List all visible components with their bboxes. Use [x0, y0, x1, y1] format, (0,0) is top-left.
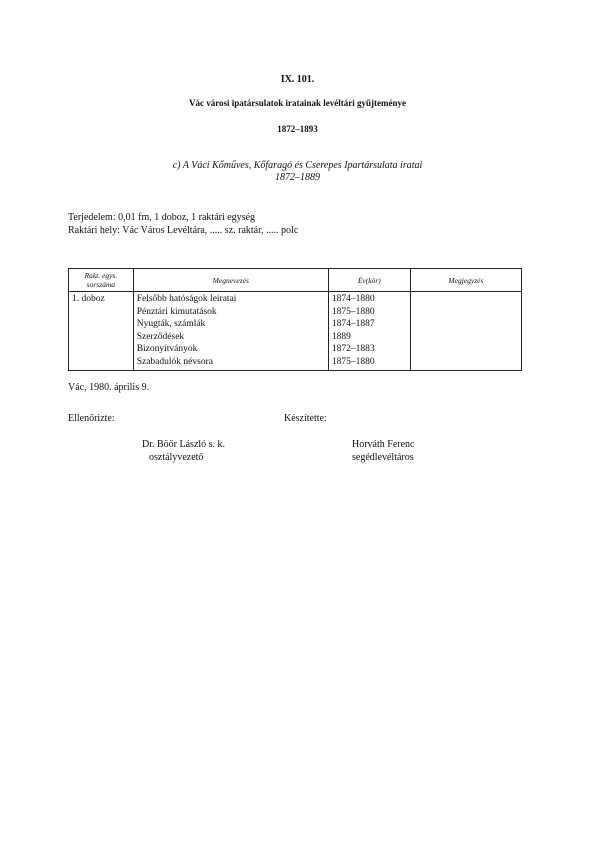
- prepared-by-label: Készítette:: [284, 413, 327, 424]
- list-item: Felsőbb hatóságok leiratai: [136, 294, 237, 304]
- year-range: 1889: [331, 331, 351, 342]
- checker-name: Dr. Böőr László s. k.: [142, 439, 226, 450]
- place-date: Vác, 1980. április 9.: [68, 382, 150, 393]
- fonds-years: 1872–1893: [277, 124, 318, 134]
- list-item: Nyugták, számlák: [136, 319, 206, 330]
- list-item: Szerződések: [136, 331, 185, 342]
- years-cell: [328, 292, 410, 371]
- unit-cell: [69, 292, 134, 371]
- header-years: Év(kör): [328, 269, 410, 292]
- year-range: 1875–1880: [331, 306, 375, 317]
- subfonds-years: 1872–1889: [275, 172, 320, 183]
- fonds-title: Vác városi ipatársulatok iratainak levéltári gyűjteménye: [188, 98, 407, 108]
- year-range: 1872–1883: [331, 344, 375, 355]
- year-range: 1874–1880: [331, 294, 375, 304]
- year-range: 1875–1880: [331, 356, 375, 367]
- preparer-role: segédlevéltáros: [352, 452, 414, 463]
- list-item: Pénztári kimutatások: [136, 306, 217, 317]
- list-item: Bizonyítványok: [136, 344, 198, 355]
- checker-role: osztályvezető: [149, 452, 204, 463]
- list-item: Szabadulók névsora: [136, 356, 213, 367]
- fonds-code: IX. 101.: [280, 74, 315, 85]
- table-header-row: [69, 269, 522, 292]
- checked-by-label: Ellenőrizte:: [68, 413, 115, 424]
- unit-label: 1. doboz: [72, 294, 105, 304]
- extent-line: Terjedelem: 0,01 fm, 1 doboz, 1 raktári egység: [68, 212, 256, 223]
- table-row: [69, 292, 522, 371]
- location-line: Raktári hely: Vác Város Levéltára, ..... sz. raktár, ..... polc: [68, 225, 299, 236]
- subfonds-title: c) A Váci Kőműves, Kőfaragó és Cserepes Ipartársulata iratai: [172, 160, 423, 171]
- header-name: Megnevezés: [133, 269, 328, 292]
- register-table: [68, 268, 522, 371]
- preparer-name: Horváth Ferenc: [352, 439, 415, 450]
- items-cell: [133, 292, 328, 371]
- note-cell: [410, 292, 521, 371]
- year-range: 1874–1887: [331, 319, 375, 330]
- header-unit-number: Rakt. egys. sorszáma: [69, 269, 134, 292]
- header-note: Megjegyzés: [410, 269, 521, 292]
